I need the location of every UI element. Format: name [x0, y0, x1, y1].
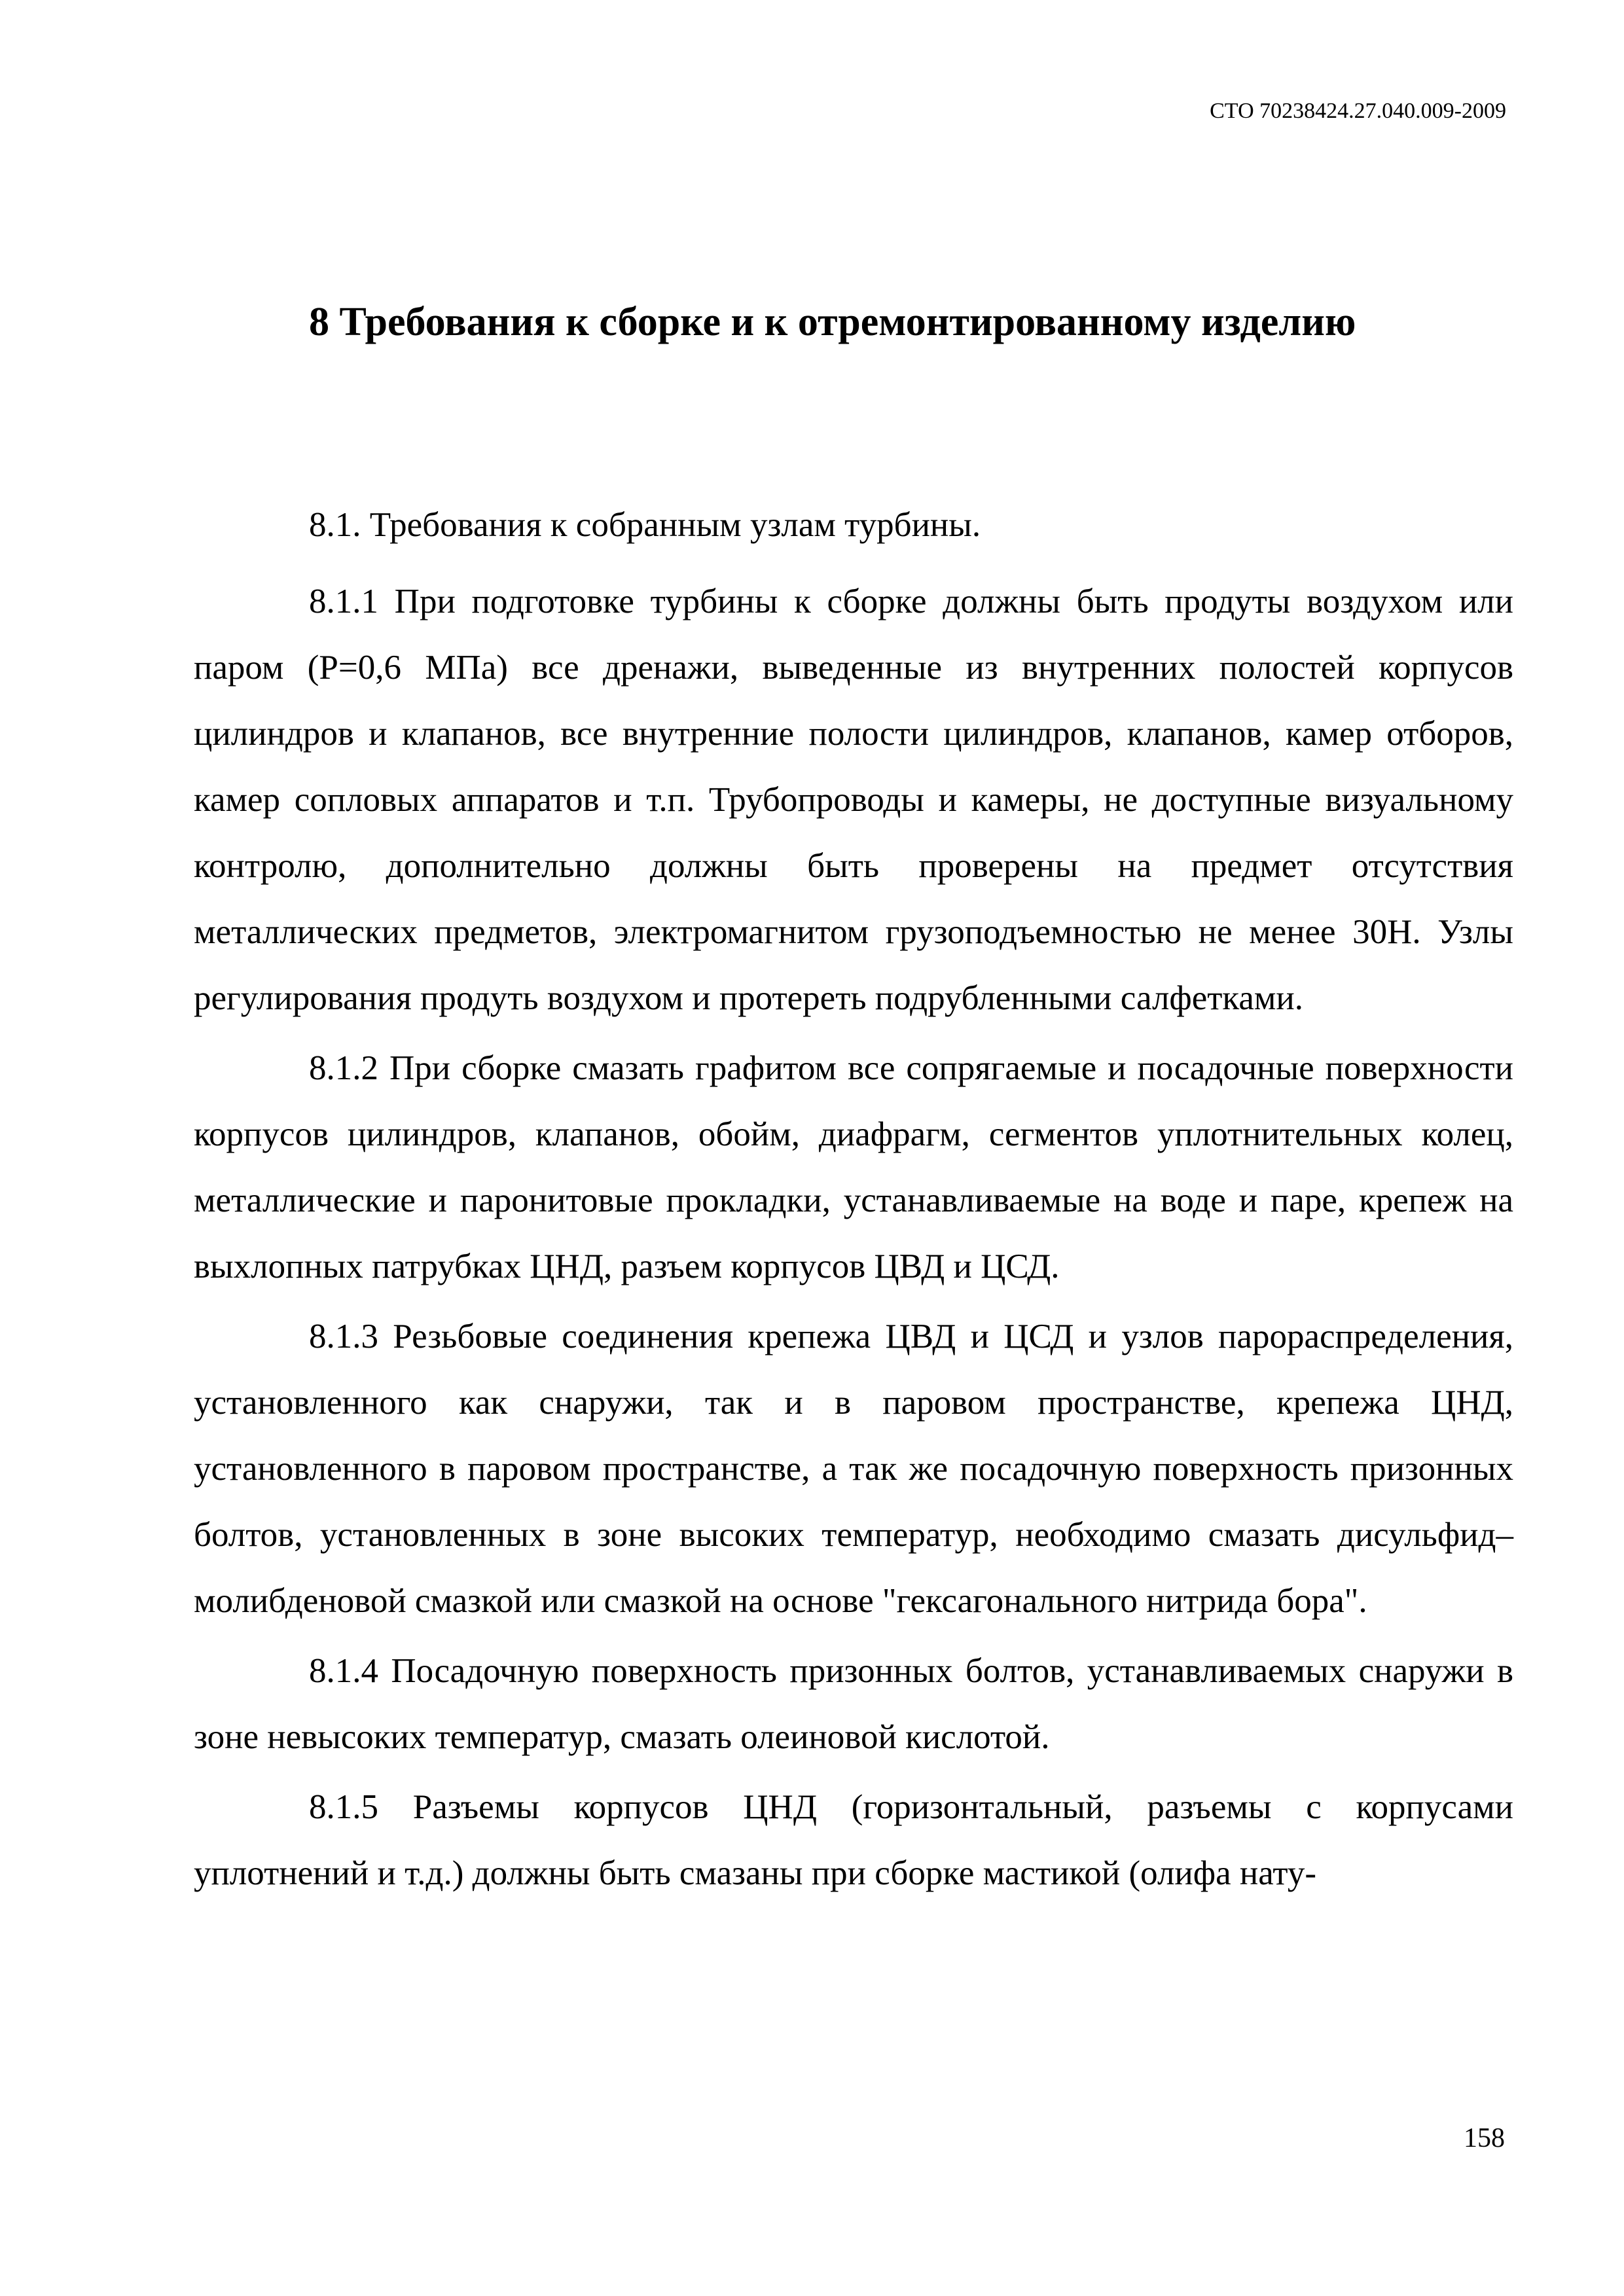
body-text — [194, 569, 1513, 1910]
paragraph-8-1-4: 8.1.4 Посадочную поверхность призонных болтов, устанавливаемых снаружи в зоне невысоких температур, смазать олеиновой кислотой. — [194, 1652, 1513, 1756]
paragraph-8-1-2: 8.1.2 При сборке смазать графитом все сопрягаемые и посадочные поверхности корпусов цилиндров, клапанов, обойм, диафрагм, сегментов уплотнительных колец, металлические и паронитовые прокладки, устанавливаемые на воде и паре, крепеж на выхлопных патрубках ЦНД, разъем корпусов ЦВД и ЦСД. — [194, 1049, 1513, 1285]
page-number: 158 — [1464, 2123, 1505, 2153]
paragraph-8-1-5: 8.1.5 Разъемы корпусов ЦНД (горизонтальный, разъемы с корпусами уплотнений и т.д.) должны быть смазаны при сборке мастикой (олифа нату- — [194, 1788, 1513, 1892]
subsection-title: 8.1. Требования к собранным узлам турбины. — [309, 506, 981, 544]
document-code: СТО 70238424.27.040.009-2009 — [1210, 99, 1506, 123]
paragraph-8-1-1: 8.1.1 При подготовке турбины к сборке должны быть продуты воздухом или паром (Р=0,6 МПа) все дренажи, выведенные из внутренних полостей корпусов цилиндров и клапанов, все внутренние полости цилиндров, клапанов, камер отборов, камер сопловых аппаратов и т.п. Трубопроводы и камеры, не доступные визуальному контролю, дополнительно должны быть проверены на предмет отсутствия металлических предметов, электромагнитом грузоподъемностью не менее 30Н. Узлы регулирования продуть воздухом и протереть подрубленными салфетками. — [194, 583, 1513, 1017]
paragraph-8-1-3: 8.1.3 Резьбовые соединения крепежа ЦВД и ЦСД и узлов парораспределения, установленного как снаружи, так и в паровом пространстве, крепежа ЦНД, установленного в паровом пространстве, а так же посадочную поверхность призонных болтов, установленных в зоне высоких температур, необходимо смазать дисульфид–молибденовой смазкой или смазкой на основе "гексагонального нитрида бора". — [194, 1318, 1513, 1620]
section-title: 8 Требования к сборке и к отремонтированному изделию — [309, 300, 1356, 344]
